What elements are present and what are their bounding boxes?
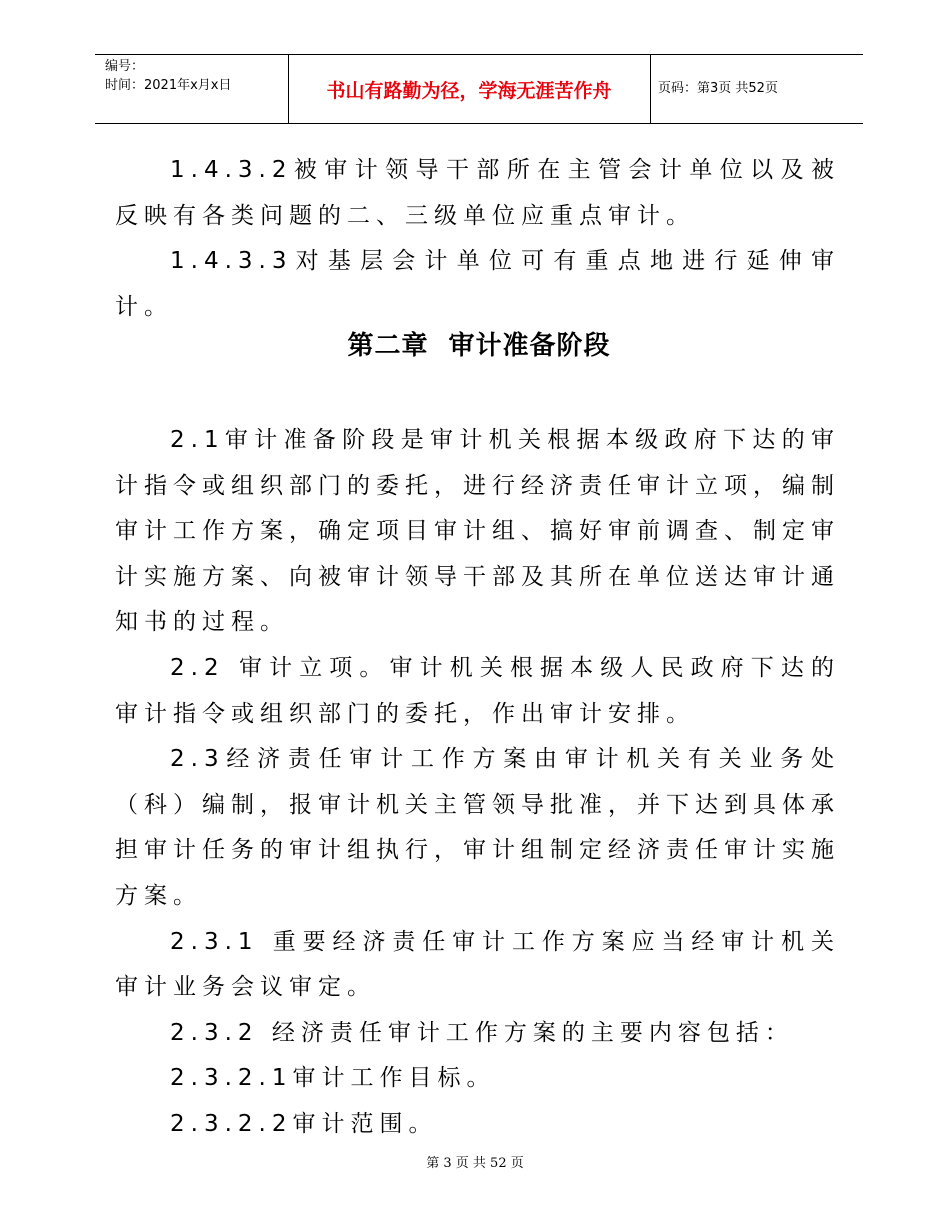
paragraph: 2.3经济责任审计工作方案由审计机关有关业务处（科）编制，报审计机关主管领导批准，并下达到具体承担审计任务的审计组执行，审计组制定经济责任审计实施方案。 (115, 746, 840, 909)
header-meta-cell (95, 55, 289, 123)
paragraph: 2.3.2.1审计工作目标。 (170, 1065, 496, 1092)
header-motto-cell (288, 55, 651, 123)
chapter-title: 第二章 审计准备阶段 (347, 331, 611, 361)
paragraph: 2.1审计准备阶段是审计机关根据本级政府下达的审计指令或组织部门的委托，进行经济责任审计立项，编制审计工作方案，确定项目审计组、搞好审前调查、制定审计实施方案、向被审计领导干部及其所在单位送达审计通知书的过程。 (115, 427, 840, 636)
section-1-4-3-continued (115, 148, 840, 330)
document-number-label: 编号： (105, 59, 145, 74)
paragraph: 2.2 审计立项。审计机关根据本级人民政府下达的审计指令或组织部门的委托，作出审计安排。 (115, 654, 840, 727)
paragraph: 1.4.3.3对基层会计单位可有重点地进行延伸审计。 (115, 248, 840, 320)
header-page-cell (650, 55, 863, 123)
page-footer: 第 3 页 共 52 页 (426, 1156, 524, 1171)
chapter-2-body (115, 418, 840, 1148)
header-motto: 书山有路勤为径，学海无涯苦作舟 (326, 80, 612, 102)
header-page-info: 页码：第3页 共52页 (658, 81, 778, 96)
paragraph: 2.3.2.2审计范围。 (170, 1110, 438, 1137)
paragraph: 1.4.3.2被审计领导干部所在主管会计单位以及被反映有各类问题的二、三级单位应重点审计。 (115, 157, 840, 229)
paragraph: 2.3.2 经济责任审计工作方案的主要内容包括： (170, 1019, 794, 1046)
document-date-label: 时间：2021年x月x日 (105, 78, 232, 93)
page-header (95, 54, 863, 124)
paragraph: 2.3.1 重要经济责任审计工作方案应当经审计机关审计业务会议审定。 (115, 928, 840, 1001)
